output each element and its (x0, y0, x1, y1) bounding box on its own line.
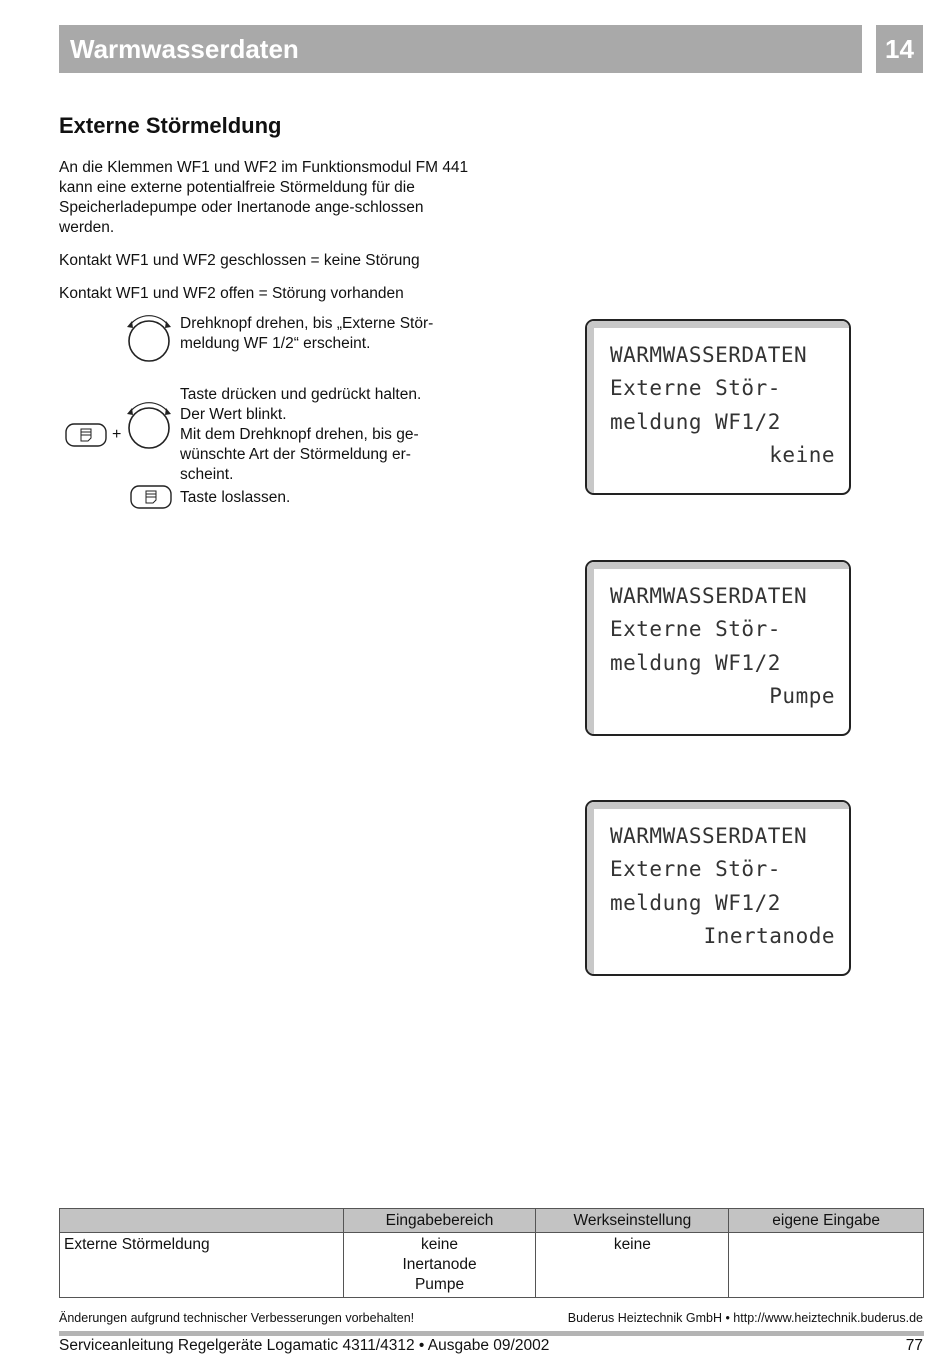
range-option: Inertanode (402, 1256, 477, 1273)
row-default: keine (536, 1233, 729, 1298)
step1-line2: meldung WF 1/2“ erscheint. (180, 335, 371, 352)
settings-table (59, 1208, 924, 1298)
lcd-line-2: Externe Stör- (610, 617, 781, 641)
lcd-display-inertanode (585, 800, 851, 976)
contact-open-text: Kontakt WF1 und WF2 offen = Störung vorhanden (59, 285, 404, 302)
table-row (60, 1233, 924, 1298)
lcd-display-keine (585, 319, 851, 495)
step2-text (180, 385, 470, 485)
lcd-line-1: WARMWASSERDATEN (610, 343, 808, 367)
lcd-line-1: WARMWASSERDATEN (610, 824, 808, 848)
intro-paragraph: An die Klemmen WF1 und WF2 im Funktionsmodul FM 441 kann eine externe potentialfreie Störmeldung für die Speicherladepumpe oder Inertanode ange-schlossen werden. (59, 159, 469, 236)
step2-line4: wünschte Art der Störmeldung er- (180, 446, 411, 463)
lcd-line-3: meldung WF1/2 (610, 410, 781, 434)
header-range: Eingabebereich (343, 1209, 536, 1233)
header-empty (60, 1209, 344, 1233)
lcd-value: Pumpe (769, 684, 835, 708)
lcd-value: Inertanode (703, 924, 835, 948)
lcd-value: keine (769, 443, 835, 467)
lcd-line-3: meldung WF1/2 (610, 891, 781, 915)
range-option: keine (420, 1236, 459, 1253)
step2-line1: Taste drücken und gedrückt halten. (180, 386, 422, 403)
lcd-display-pumpe (585, 560, 851, 736)
row-name: Externe Störmeldung (60, 1233, 344, 1298)
section-title: Externe Störmeldung (59, 113, 282, 138)
rotary-knob-icon (124, 400, 174, 452)
contact-closed-text: Kontakt WF1 und WF2 geschlossen = keine Störung (59, 252, 420, 269)
page-number: 77 (905, 1337, 923, 1354)
range-option: Pumpe (414, 1276, 465, 1293)
footer-company: Buderus Heiztechnik GmbH • http://www.heiztechnik.buderus.de (567, 1311, 923, 1325)
step2-line5: scheint. (180, 466, 234, 483)
lcd-line-3: meldung WF1/2 (610, 651, 781, 675)
step2-line2: Der Wert blinkt. (180, 406, 287, 423)
step1-line1: Drehknopf drehen, bis „Externe Stör- (180, 315, 434, 332)
step2-line3: Mit dem Drehknopf drehen, bis ge- (180, 426, 419, 443)
plus-sign: + (112, 426, 122, 443)
footer-divider (59, 1331, 924, 1336)
menu-key-icon (65, 423, 107, 447)
chapter-number: 14 (876, 25, 923, 73)
chapter-title: Warmwasserdaten (70, 34, 299, 64)
footer-document-title: Serviceanleitung Regelgeräte Logamatic 4311/4312 • Ausgabe 09/2002 (59, 1337, 550, 1354)
footer-disclaimer: Änderungen aufgrund technischer Verbesserungen vorbehalten! (59, 1311, 415, 1325)
rotary-knob-icon (124, 313, 174, 365)
row-range (343, 1233, 536, 1298)
chapter-header (59, 25, 862, 73)
lcd-line-1: WARMWASSERDATEN (610, 584, 808, 608)
lcd-line-2: Externe Stör- (610, 857, 781, 881)
lcd-line-2: Externe Stör- (610, 376, 781, 400)
step3-text: Taste loslassen. (180, 489, 291, 506)
header-own: eigene Eingabe (729, 1209, 924, 1233)
step1-text (180, 314, 470, 354)
table-header-row (60, 1209, 924, 1233)
header-default: Werkseinstellung (536, 1209, 729, 1233)
row-own-input (729, 1233, 924, 1298)
menu-key-icon (130, 485, 172, 509)
